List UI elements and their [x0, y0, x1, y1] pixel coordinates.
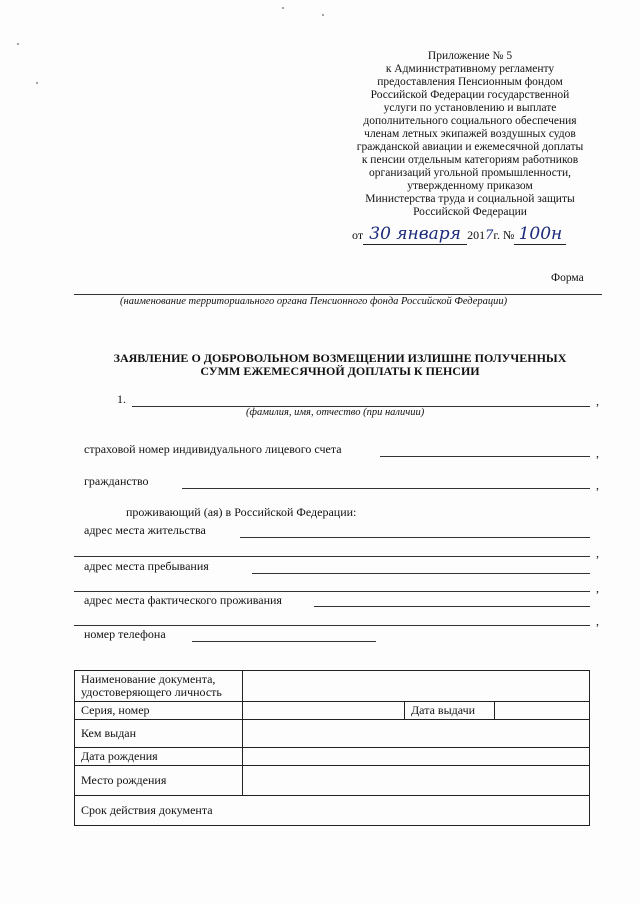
id-document-table — [74, 670, 590, 826]
territorial-organ-line[interactable] — [74, 294, 602, 295]
order-date-line — [352, 224, 592, 245]
title-line: ЗАЯВЛЕНИЕ О ДОБРОВОЛЬНОМ ВОЗМЕЩЕНИИ ИЗЛИШНЕ ПОЛУЧЕННЫХ — [113, 351, 567, 365]
handwritten-number: 100н — [514, 224, 566, 245]
validity-label[interactable]: Срок действия документа — [75, 796, 590, 826]
doc-name-input[interactable] — [243, 671, 590, 702]
residing-label: проживающий (ая) в Российской Федерации: — [126, 505, 357, 519]
stay-address-label: адрес места пребывания — [84, 559, 209, 573]
doc-name-label: удостоверяющего личность — [81, 685, 222, 699]
year-text: 201 — [467, 228, 486, 242]
handwritten-date: 30 января — [363, 224, 467, 245]
comma: , — [596, 394, 599, 408]
appendix-line: членам летных экипажей воздушных судов — [364, 128, 576, 140]
appendix-line: гражданской авиации и ежемесячной доплаты — [356, 141, 584, 153]
actual-address-line1[interactable] — [314, 606, 590, 607]
birth-date-input[interactable] — [243, 748, 590, 766]
residence-address-label: адрес места жительства — [84, 523, 206, 537]
comma: , — [596, 478, 599, 492]
issued-by-input[interactable] — [243, 720, 590, 748]
birth-date-label: Дата рождения — [75, 748, 243, 766]
citizenship-input-line[interactable] — [182, 488, 590, 489]
stay-address-line2[interactable] — [74, 591, 590, 592]
stay-address-line1[interactable] — [252, 573, 590, 574]
appendix-line: Российской Федерации государственной — [370, 89, 570, 101]
comma: , — [596, 546, 599, 560]
issue-date-label: Дата выдачи — [405, 702, 495, 720]
scan-speck — [282, 7, 284, 9]
issued-by-label: Кем выдан — [75, 720, 243, 748]
fio-caption: (фамилия, имя, отчество (при наличии) — [246, 407, 425, 418]
citizenship-label: гражданство — [84, 474, 149, 488]
appendix-line: к пенсии отдельным категориям работников — [361, 154, 579, 166]
handwritten-year: 7 — [485, 228, 494, 243]
appendix-line: Российской Федерации — [413, 206, 527, 218]
comma: , — [596, 446, 599, 460]
comma: , — [596, 614, 599, 628]
item-number: 1. — [117, 392, 126, 406]
scan-speck — [322, 14, 324, 16]
birth-place-input[interactable] — [243, 766, 590, 796]
form-label: Форма — [551, 272, 584, 284]
appendix-line: услуги по установлению и выплате — [383, 102, 557, 114]
scan-speck — [17, 43, 19, 45]
snils-input-line[interactable] — [380, 456, 590, 457]
phone-input-line[interactable] — [192, 641, 376, 642]
appendix-line: Приложение № 5 — [427, 50, 513, 62]
actual-address-line2[interactable] — [74, 625, 590, 626]
phone-label: номер телефона — [84, 627, 166, 641]
series-input[interactable] — [243, 702, 405, 720]
actual-address-label: адрес места фактического проживания — [84, 593, 282, 607]
appendix-line: к Административному регламенту — [385, 63, 555, 75]
title-line: СУММ ЕЖЕМЕСЯЧНОЙ ДОПЛАТЫ К ПЕНСИИ — [200, 364, 480, 378]
doc-name-label: Наименование документа, — [81, 672, 216, 686]
appendix-line: утвержденному приказом — [407, 180, 533, 192]
residence-address-line1[interactable] — [240, 537, 590, 538]
birth-place-label: Место рождения — [75, 766, 243, 796]
snils-label: страховой номер индивидуального лицевого счета — [84, 442, 342, 456]
scan-speck — [36, 82, 38, 84]
document-title — [80, 352, 600, 378]
series-label: Серия, номер — [75, 702, 243, 720]
year-suffix: г. № — [493, 228, 515, 242]
doc-name-label-cell — [75, 671, 243, 702]
appendix-line: предоставления Пенсионным фондом — [377, 76, 563, 88]
appendix-block — [345, 50, 595, 219]
appendix-line: дополнительного социального обеспечения — [363, 115, 577, 127]
territorial-organ-caption: (наименование территориального органа Пенсионного фонда Российской Федерации) — [120, 296, 508, 307]
comma: , — [596, 581, 599, 595]
issue-date-input[interactable] — [495, 702, 590, 720]
residence-address-line2[interactable] — [74, 556, 590, 557]
appendix-line: Министерства труда и социальной защиты — [365, 193, 575, 205]
date-prefix: от — [352, 228, 364, 242]
appendix-line: организаций угольной промышленности, — [369, 167, 571, 179]
